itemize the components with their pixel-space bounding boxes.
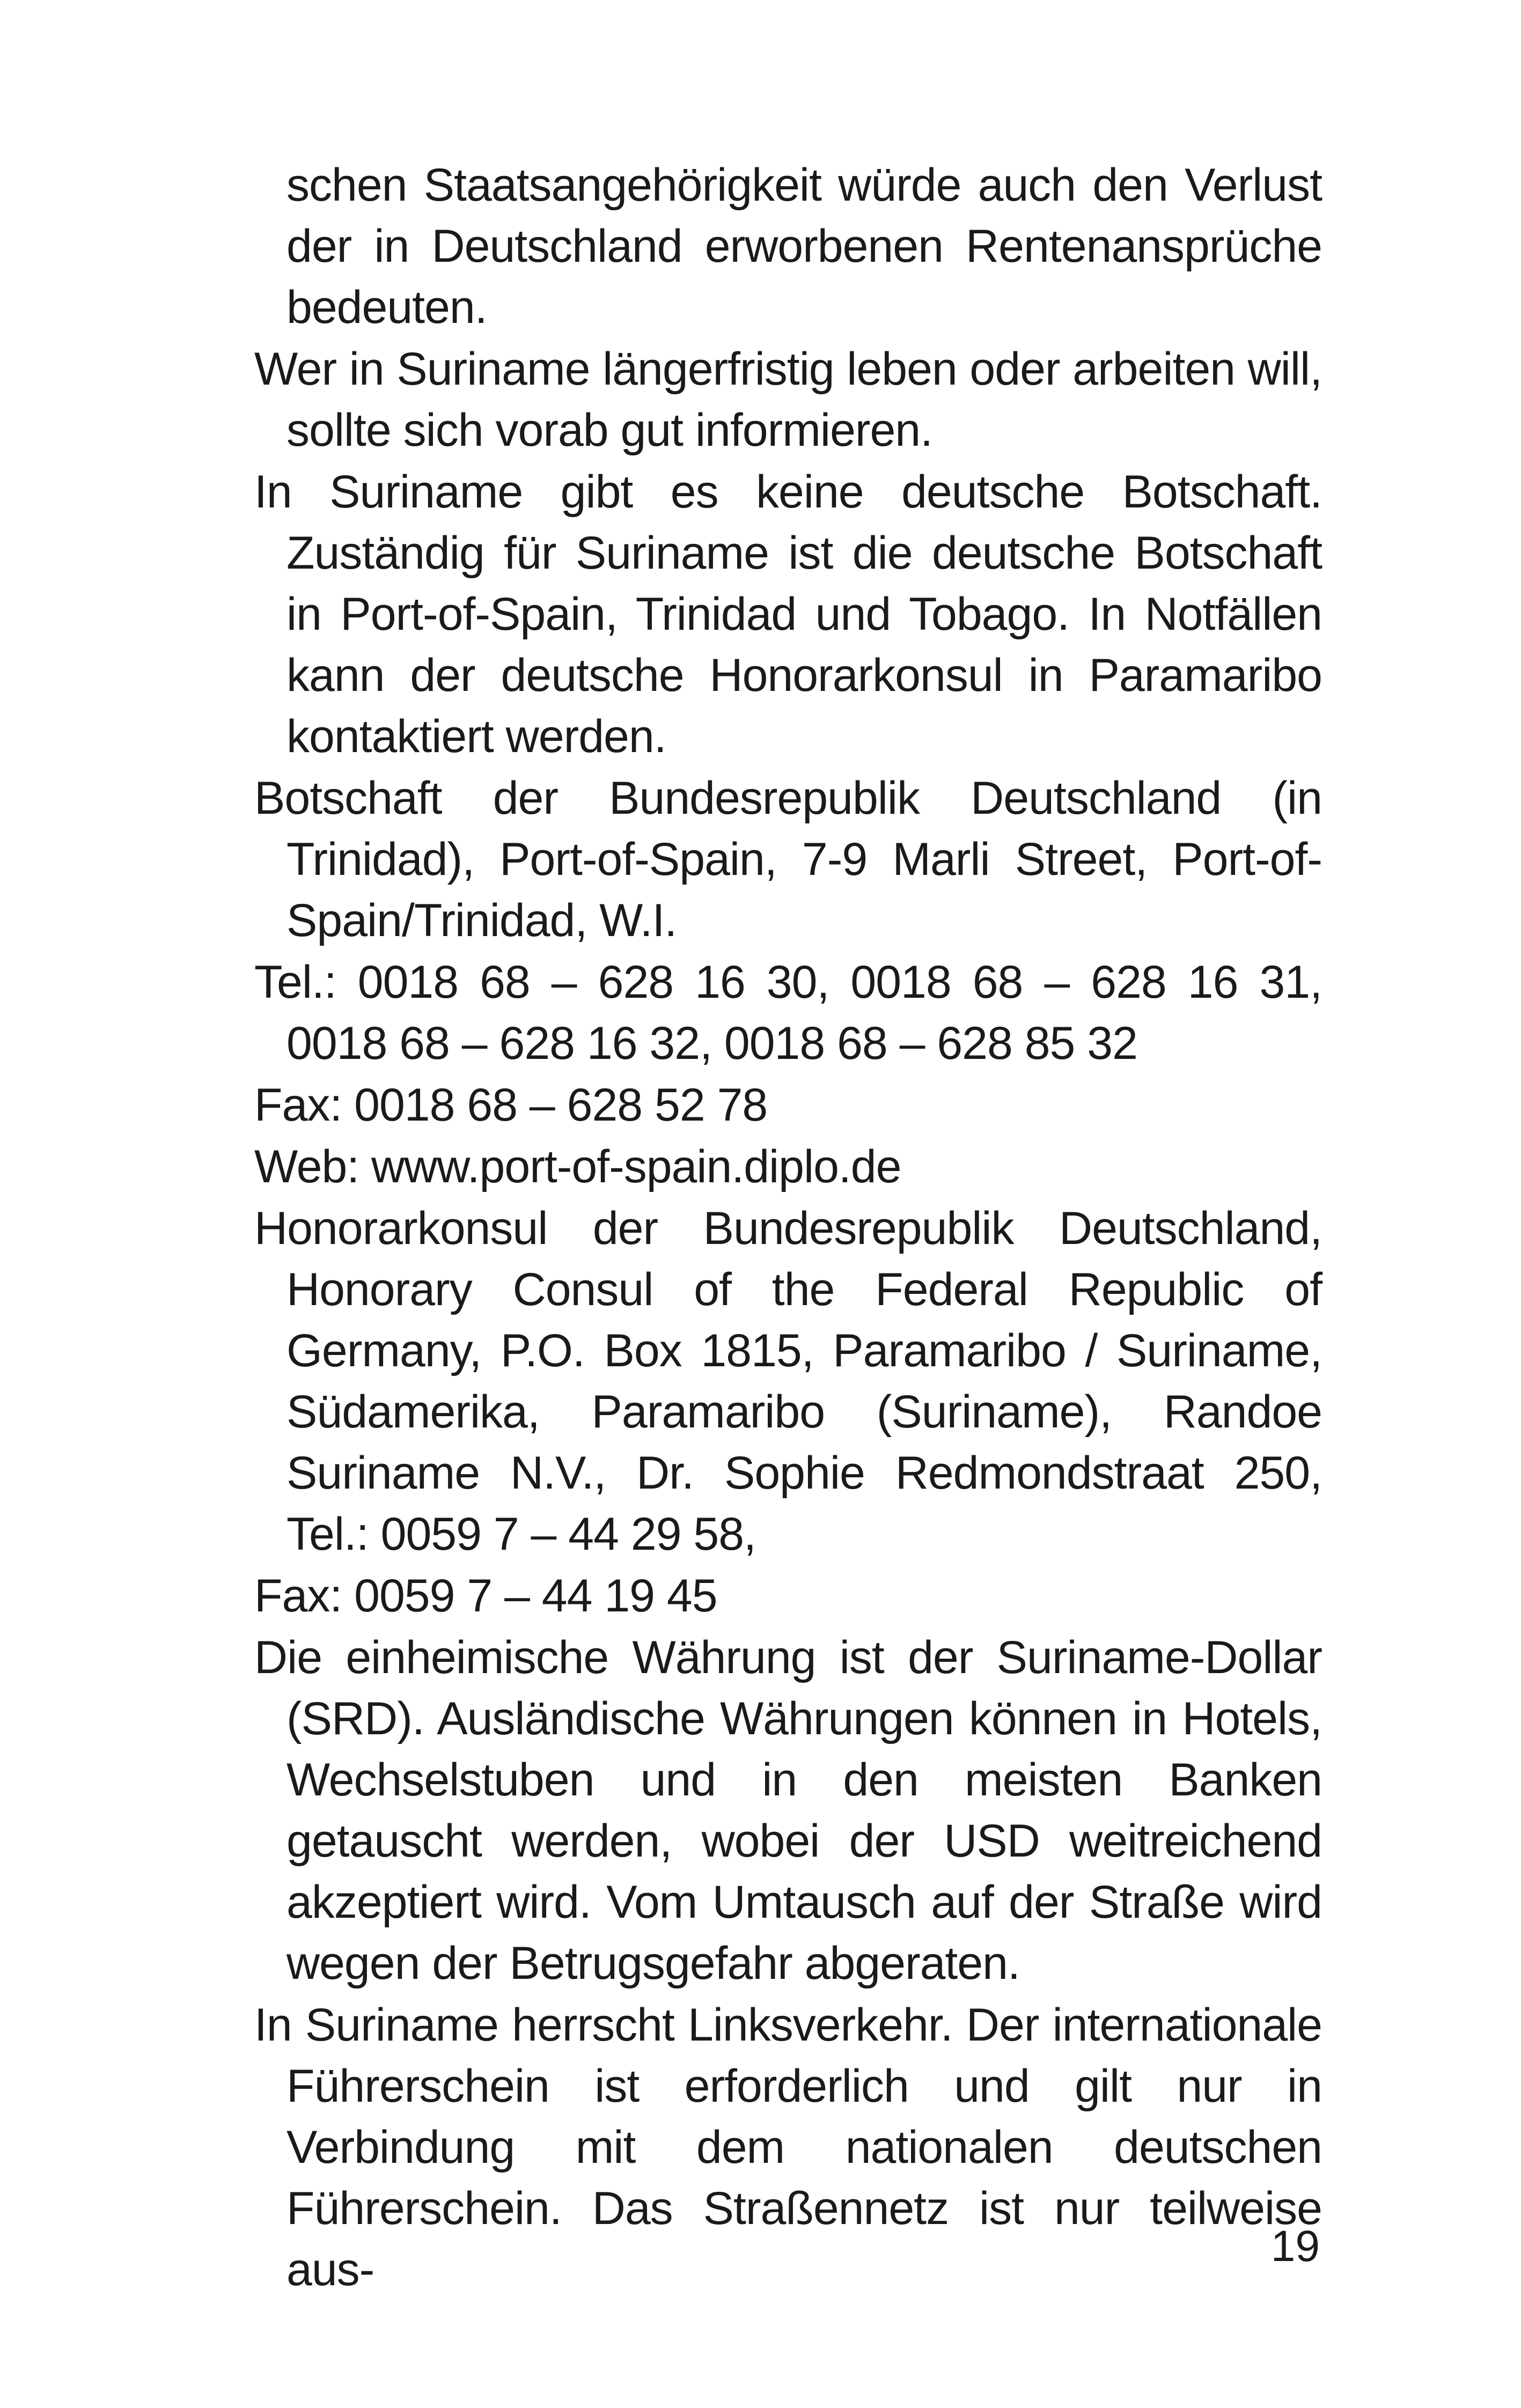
paragraph-embassy-web: Web: www.port-of-spain.diplo.de: [254, 1141, 901, 1192]
paragraph-embassy-phone: Tel.: 0018 68 – 628 16 30, 0018 68 – 628 16 31, 0018 68 – 628 16 32, 0018 68 – 628 85 32: [254, 956, 1322, 1069]
page-body: [254, 154, 1322, 2301]
paragraph-embassy-info: In Suriname gibt es keine deutsche Botschaft. Zuständig für Suriname ist die deutsche Botschaft in Port-of-Spain, Trinidad und Tobago. In Notfällen kann der deutsche Honorarkonsul in Paramaribo kontaktiert werden.: [254, 466, 1322, 762]
paragraph-long-term-stay: Wer in Suriname längerfristig leben oder arbeiten will, sollte sich vorab gut informieren.: [254, 343, 1322, 456]
paragraph-consul-fax: Fax: 0059 7 – 44 19 45: [254, 1570, 717, 1622]
paragraph-honorary-consul: Honorarkonsul der Bundesrepublik Deutschland, Honorary Consul of the Federal Republic of Germany, P.O. Box 1815, Paramaribo / Suriname, Südamerika, Paramaribo (Suriname), Randoe Suriname N.V., Dr. Sophie Redmondstraat 250, Tel.: 0059 7 – 44 29 58,: [254, 1203, 1322, 1560]
paragraph-traffic: In Suriname herrscht Linksverkehr. Der internationale Führerschein ist erforderlich und gilt nur in Verbindung mit dem nationalen deutschen Führerschein. Das Straßennetz ist nur teilweise aus-: [254, 1999, 1322, 2295]
paragraph-currency: Die einheimische Währung ist der Suriname-Dollar (SRD). Ausländische Währungen können in Hotels, Wechselstuben und in den meisten Banken getauscht werden, wobei der USD weitreichend akzeptiert wird. Vom Umtausch auf der Straße wird wegen der Betrugsgefahr abgeraten.: [254, 1632, 1322, 1989]
paragraph-citizenship-continuation: schen Staatsangehörigkeit würde auch den Verlust der in Deutschland erworbenen Rentenansprüche bedeuten.: [286, 159, 1322, 333]
page-number: 19: [1270, 2222, 1320, 2271]
paragraph-embassy-fax: Fax: 0018 68 – 628 52 78: [254, 1079, 768, 1131]
paragraph-embassy-address: Botschaft der Bundesrepublik Deutschland (in Trinidad), Port-of-Spain, 7-9 Marli Street, Port-of-Spain/Trinidad, W.I.: [254, 772, 1322, 946]
